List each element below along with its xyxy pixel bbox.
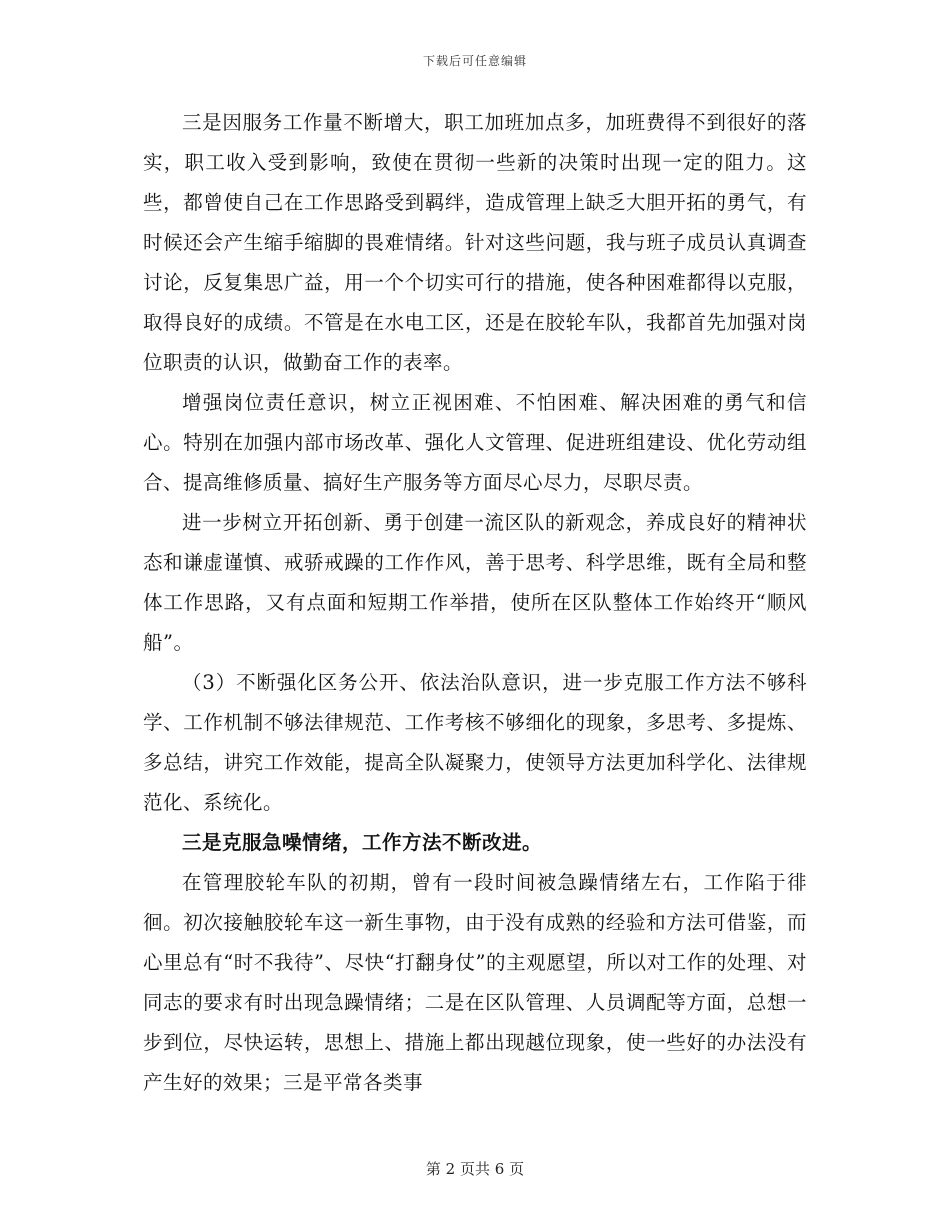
paragraph-5: 在管理胶轮车队的初期，曾有一段时间被急躁情绪左右，工作陷于徘徊。初次接触胶轮车这一新生事物，由于没有成熟的经验和方法可借鉴，而心里总有“时不我待”、尽快“打翻身仗”的主观愿望，所以对工作的处理、对同志的要求有时出现急躁情绪；二是在区队管理、人员调配等方面，总想一步到位，尽快运转，思想上、措施上都出现越位现象，使一些好的办法没有产生好的效果；三是平常各类事 — [143, 871, 807, 1094]
paragraph-1: 三是因服务工作量不断增大，职工加班加点多，加班费得不到很好的落实，职工收入受到影响，致使在贯彻一些新的决策时出现一定的阻力。这些，都曾使自己在工作思路受到羁绊，造成管理上缺乏大胆开拓的勇气，有时候还会产生缩手缩脚的畏难情绪。针对这些问题，我与班子成员认真调查讨论，反复集思广益，用一个个切实可行的措施，使各种困难都得以克服，取得良好的成绩。不管是在水电工区，还是在胶轮车队，我都首先加强对岗位职责的认识，做勤奋工作的表率。 — [143, 111, 807, 374]
paragraph-2: 增强岗位责任意识，树立正视困难、不怕困难、解决困难的勇气和信心。特别在加强内部市场改革、强化人文管理、促进班组建设、优化劳动组合、提高维修质量、搞好生产服务等方面尽心尽力，尽职尽责。 — [143, 391, 807, 494]
paragraph-4: （3）不断强化区务公开、依法治队意识，进一步克服工作方法不够科学、工作机制不够法律规范、工作考核不够细化的现象，多思考、多提炼、多总结，讲究工作效能，提高全队凝聚力，使领导方法更加科学化、法律规范化、系统化。 — [143, 671, 807, 814]
section-heading: 三是克服急噪情绪，工作方法不断改进。 — [182, 831, 543, 854]
page-header: 下载后可任意编辑 — [422, 54, 527, 68]
page-number-footer: 第 2 页共 6 页 — [425, 1160, 525, 1178]
paragraph-3: 进一步树立开拓创新、勇于创建一流区队的新观念，养成良好的精神状态和谦虚谨慎、戒骄戒躁的工作作风，善于思考、科学思维，既有全局和整体工作思路，又有点面和短期工作举措，使所在区队整体工作始终开“顺风船”。 — [143, 511, 807, 654]
document-body — [143, 103, 807, 1103]
